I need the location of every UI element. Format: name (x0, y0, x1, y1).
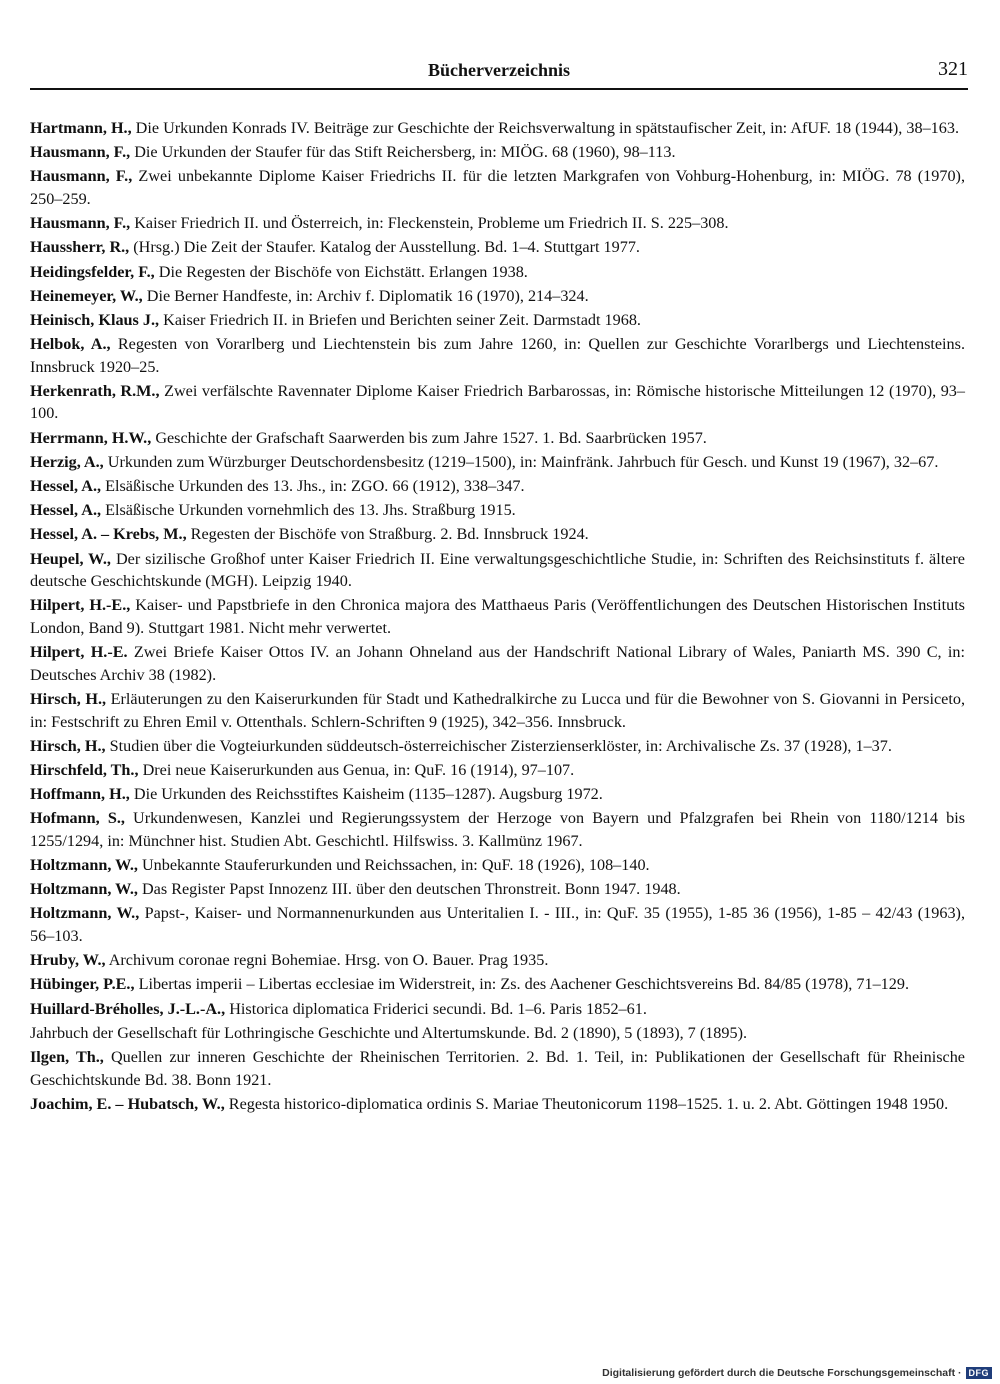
running-title: Bücherverzeichnis (428, 60, 570, 80)
bibliography-entry (30, 594, 965, 639)
entry-author: Heinemeyer, W., (30, 286, 143, 305)
entry-author: Holtzmann, W., (30, 880, 138, 899)
bibliography-entry (30, 165, 965, 210)
entry-author: Hirsch, H., (30, 736, 106, 755)
bibliography-entry (30, 333, 965, 378)
bibliography-entry (30, 309, 965, 332)
entry-text: Die Urkunden Konrads IV. Beiträge zur Geschichte der Reichsverwaltung in spätstaufischer Zeit, in: AfUF. 18 (1944), 38–163. (131, 119, 959, 137)
bibliography-entry (30, 261, 965, 284)
entry-author: Hessel, A., (30, 477, 102, 496)
entry-author: Heupel, W., (30, 549, 111, 568)
entry-author: Herkenrath, R.M., (30, 381, 160, 400)
entry-author: Hirschfeld, Th., (30, 760, 139, 779)
entry-text: Quellen zur inneren Geschichte der Rheinischen Territorien. 2. Bd. 1. Teil, in: Publikationen der Gesellschaft für Rheinische Geschichtskunde Bd. 38. Bonn 1921. (30, 1047, 965, 1089)
entry-text: Das Register Papst Innozenz III. über den deutschen Thronstreit. Bonn 1947. 1948. (137, 880, 681, 899)
bibliography-entry (30, 499, 965, 522)
entry-author: Hirsch, H., (30, 689, 107, 708)
entry-text: Zwei Briefe Kaiser Ottos IV. an Johann Ohneland aus der Handschrift National Library of Wales, Paniarth MS. 390 C, in: Deutsches Archiv 38 (1982). (30, 643, 965, 684)
bibliography-entry (30, 523, 965, 546)
bibliography-entry (30, 380, 965, 425)
entry-author: Heidingsfelder, F., (30, 262, 155, 281)
bibliography-entry (30, 236, 965, 259)
entry-text: Papst-, Kaiser- und Normannenurkunden aus Unteritalien I. - III., in: QuF. 35 (1955), 1-85 36 (1956), 1-85 – 42/43 (1963), 56–103. (30, 904, 965, 946)
entry-text: Unbekannte Stauferurkunden und Reichssachen, in: QuF. 18 (1926), 108–140. (137, 856, 650, 875)
bibliography-entry (30, 641, 965, 686)
entry-author: Hilpert, H.-E., (30, 596, 131, 615)
entry-text: Elsäßische Urkunden vornehmlich des 13. Jhs. Straßburg 1915. (101, 501, 516, 520)
entry-text: Kaiser Friedrich II. in Briefen und Berichten seiner Zeit. Darmstadt 1968. (159, 310, 641, 329)
entry-text: Historica diplomatica Friderici secundi. Bd. 1–6. Paris 1852–61. (225, 999, 647, 1018)
bibliography-entry (30, 451, 965, 474)
bibliography-entry (30, 548, 965, 593)
bibliography-entry (30, 285, 965, 308)
entry-text: Der sizilische Großhof unter Kaiser Friedrich II. Eine verwaltungsgeschichtliche Studie, in: Schriften des Reichsinstituts f. ältere deutsche Geschichtskunde (MGH). Leipzig 1940. (30, 549, 965, 591)
entry-author: Hartmann, H., (30, 119, 132, 137)
entry-text: Regesta historico-diplomatica ordinis S. Mariae Theutonicorum 1198–1525. 1. u. 2. Abt. Göttingen 1948 1950. (224, 1094, 949, 1113)
digitization-credit (602, 1367, 992, 1379)
entry-text: Drei neue Kaiserurkunden aus Genua, in: QuF. 16 (1914), 97–107. (138, 760, 575, 779)
entry-author: Hilpert, H.-E. (30, 643, 128, 662)
bibliography-list (30, 117, 965, 1117)
bibliography-entry (30, 759, 965, 782)
entry-text: Zwei verfälschte Ravennater Diplome Kaiser Friedrich Barbarossas, in: Römische historische Mitteilungen 12 (1970), 93–100. (30, 381, 965, 423)
bibliography-entry (30, 783, 965, 806)
entry-author: Hessel, A. – Krebs, M., (30, 525, 187, 544)
page-number: 321 (938, 58, 968, 80)
entry-author: Heinisch, Klaus J., (30, 310, 160, 329)
entry-author: Hessel, A., (30, 501, 102, 520)
entry-author: Hofmann, S., (30, 809, 125, 828)
entry-author: Hübinger, P.E., (30, 975, 135, 994)
entry-text: Regesten der Bischöfe von Straßburg. 2. Bd. Innsbruck 1924. (186, 525, 589, 544)
entry-text: Kaiser- und Papstbriefe in den Chronica majora des Matthaeus Paris (Veröffentlichungen des Deutschen Historischen Instituts London, Band 9). Stuttgart 1981. Nicht mehr verwertet. (30, 596, 965, 637)
entry-text: Die Regesten der Bischöfe von Eichstätt. Erlangen 1938. (154, 262, 528, 281)
entry-text: Die Urkunden des Reichsstiftes Kaisheim (1135–1287). Augsburg 1972. (129, 785, 603, 804)
entry-text: Urkundenwesen, Kanzlei und Regierungssystem der Herzoge von Bayern und Pfalzgrafen bei Rhein von 1180/1214 bis 1255/1294, in: Münchner hist. Studien Abt. Geschichtl. Hilfswiss. 3. Kallmünz 1967. (30, 809, 965, 850)
entry-text: (Hrsg.) Die Zeit der Staufer. Katalog der Ausstellung. Bd. 1–4. Stuttgart 1977. (129, 238, 640, 257)
entry-author: Huillard-Bréholles, J.-L.-A., (30, 999, 226, 1018)
entry-text: Regesten von Vorarlberg und Liechtenstein bis zum Jahre 1260, in: Quellen zur Geschichte Vorarlbergs und Liechtensteins. Innsbruck 1920–25. (30, 335, 965, 376)
entry-author: Joachim, E. – Hubatsch, W., (30, 1094, 225, 1113)
entry-text: Geschichte der Grafschaft Saarwerden bis zum Jahre 1527. 1. Bd. Saarbrücken 1957. (151, 428, 707, 447)
bibliography-entry (30, 973, 965, 996)
entry-author: Hruby, W., (30, 951, 106, 970)
entry-author: Hausmann, F., (30, 167, 133, 186)
entry-text: Die Urkunden der Staufer für das Stift Reichersberg, in: MIÖG. 68 (1960), 98–113. (130, 143, 676, 162)
entry-author: Hausmann, F., (30, 214, 131, 233)
bibliography-entry (30, 878, 965, 901)
bibliography-entry (30, 854, 965, 877)
entry-text: Erläuterungen zu den Kaiserurkunden für Stadt und Kathedralkirche zu Lucca und für die Bewohner von S. Giovanni in Persiceto, in: Festschrift zu Ehren Emil v. Ottenthals. Schlern-Schriften 9 (1925), 342–356. Innsbruck. (30, 689, 965, 731)
entry-text: Archivum coronae regni Bohemiae. Hrsg. von O. Bauer. Prag 1935. (105, 951, 549, 970)
credit-text: Digitalisierung gefördert durch die Deutsche Forschungsgemeinschaft · (602, 1367, 962, 1379)
bibliography-entry (30, 141, 965, 164)
bibliography-entry (30, 1093, 965, 1116)
bibliography-entry (30, 735, 965, 758)
entry-author: Helbok, A., (30, 335, 111, 354)
entry-author: Hoffmann, H., (30, 785, 130, 804)
bibliography-entry (30, 1022, 965, 1045)
entry-text: Libertas imperii – Libertas ecclesiae im Widerstreit, in: Zs. des Aachener Geschichtsvereins Bd. 84/85 (1978), 71–129. (134, 975, 910, 994)
entry-author: Holtzmann, W., (30, 904, 140, 923)
entry-text: Elsäßische Urkunden des 13. Jhs., in: ZGO. 66 (1912), 338–347. (101, 477, 525, 496)
bibliography-entry (30, 117, 965, 140)
bibliography-entry (30, 688, 965, 733)
bibliography-entry (30, 427, 965, 450)
bibliography-entry (30, 998, 965, 1021)
bibliography-entry (30, 212, 965, 235)
page-header (30, 56, 968, 90)
entry-text: Studien über die Vogteiurkunden süddeutsch-österreichischer Zisterzienserklöster, in: Archivalische Zs. 37 (1928), 1–37. (105, 736, 892, 755)
dfg-logo: DFG (966, 1367, 993, 1379)
bibliography-entry (30, 475, 965, 498)
entry-author: Holtzmann, W., (30, 856, 138, 875)
entry-author: Hausmann, F., (30, 143, 131, 162)
entry-author: Herrmann, H.W., (30, 428, 152, 447)
bibliography-entry (30, 807, 965, 852)
entry-text: Jahrbuch der Gesellschaft für Lothringische Geschichte und Altertumskunde. Bd. 2 (1890), 5 (1893), 7 (1895). (30, 1023, 748, 1042)
bibliography-entry (30, 902, 965, 947)
entry-text: Zwei unbekannte Diplome Kaiser Friedrichs II. für die letzten Markgrafen von Vohburg-Hohenburg, in: MIÖG. 78 (1970), 250–259. (30, 167, 965, 208)
entry-author: Ilgen, Th., (30, 1047, 104, 1066)
entry-text: Die Berner Handfeste, in: Archiv f. Diplomatik 16 (1970), 214–324. (142, 286, 589, 305)
bibliography-entry (30, 1046, 965, 1091)
entry-author: Herzig, A., (30, 452, 104, 471)
entry-text: Kaiser Friedrich II. und Österreich, in: Fleckenstein, Probleme um Friedrich II. S. 225–308. (130, 214, 729, 233)
bibliography-entry (30, 949, 965, 972)
entry-author: Haussherr, R., (30, 238, 130, 257)
entry-text: Urkunden zum Würzburger Deutschordensbesitz (1219–1500), in: Mainfränk. Jahrbuch für Gesch. und Kunst 19 (1967), 32–67. (103, 452, 939, 471)
